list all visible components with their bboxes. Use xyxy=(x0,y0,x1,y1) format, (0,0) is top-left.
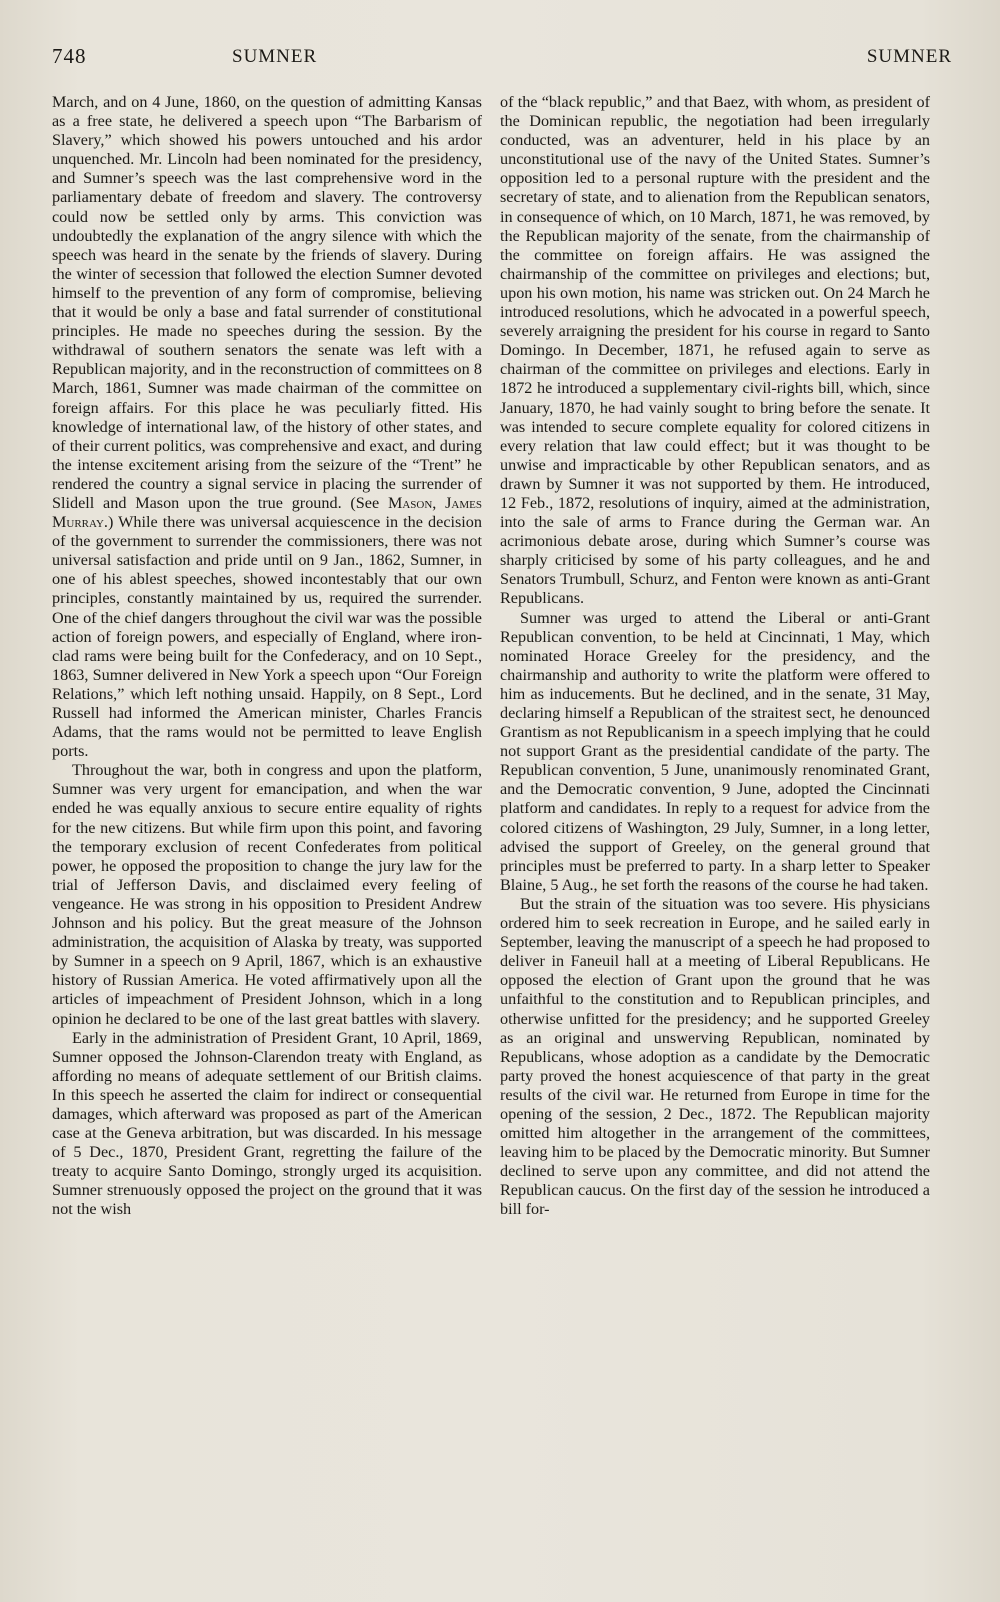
page-number: 748 xyxy=(52,44,87,68)
running-header xyxy=(52,44,952,74)
paragraph xyxy=(52,93,482,761)
paragraph: Early in the administration of President Grant, 10 April, 1869, Sumner opposed the Johnson-Clarendon treaty with England, as affording no means of adequate settlement of our British claims. In this speech he asserted the claim for indirect or consequential damages, which afterward was proposed as part of the American case at the Geneva arbitration, but was discarded. In his message of 5 Dec., 1870, President Grant, regretting the failure of the treaty to acquire Santo Domingo, strongly urged its acquisition. Sumner strenuously opposed the project on the ground that it was not the wish xyxy=(52,1028,482,1219)
right-column xyxy=(500,93,930,1220)
paragraph-text: ) While there was universal acquiescence in the decision of the government to surrender the commissioners, there was not universal satisfaction and pride until on 9 Jan., 1862, Sumner, in one of his ablest speeches, showed incontestably that our own principles, constantly maintained by us, required the surrender. One of the chief dangers throughout the civil war was the possible action of foreign powers, and especially of England, where iron-clad rams were being built for the Confederacy, and on 10 Sept., 1863, Sumner delivered in New York a speech upon “Our Foreign Relations,” which left nothing unsaid. Happily, on 8 Sept., Lord Russell had informed the American minister, Charles Francis Adams, that the rams would not be permitted to leave English ports. xyxy=(52,513,482,761)
cross-reference: Mason, James Murray. xyxy=(52,493,482,532)
paragraph: But the strain of the situation was too severe. His physicians ordered him to seek recreation in Europe, and he sailed early in September, leaving the manuscript of a speech he had proposed to deliver in Faneuil hall at a meeting of Liberal Republicans. He opposed the election of Grant upon the ground that he was unfaithful to the constitution and to Republican principles, and otherwise unfitted for the presidency; and he supported Greeley as an original and unswerving Republican, nominated by Republicans, whose adoption as a candidate by the Democratic party proved the honest acquiescence of that party in the great results of the civil war. He returned from Europe in time for the opening of the session, 2 Dec., 1872. The Republican majority omitted him altogether in the arrangement of the committees, leaving him to be placed by the Democratic minority. But Sumner declined to serve upon any committee, and did not attend the Republican caucus. On the first day of the session he introduced a bill for- xyxy=(500,894,930,1219)
right-running-head: SUMNER xyxy=(866,46,952,67)
paragraph: of the “black republic,” and that Baez, with whom, as president of the Dominican republic, the negotiation had been irregularly conducted, was an adventurer, held in his place by an unconstitutional use of the navy of the United States. Sumner’s opposition led to a personal rupture with the president and the secretary of state, and to alienation from the Republican senators, in consequence of which, on 10 March, 1871, he was removed, by the Republican majority of the senate, from the chairmanship of the committee on foreign affairs. He was assigned the chairmanship of the committee on privileges and elections; but, upon his own motion, his name was stricken out. On 24 March he introduced resolutions, which he advocated in a powerful speech, severely arraigning the president for his course in regard to Santo Domingo. In December, 1871, he refused again to serve as chairman of the committee on privileges and elections. Early in 1872 he introduced a supplementary civil-rights bill, which, since January, 1870, he had vainly sought to bring before the senate. It was intended to secure complete equality for colored citizens in every relation that law could effect; but it was thought to be unwise and impracticable by other Republican senators, and as drawn by Sumner it was not supported by them. He introduced, 12 Feb., 1872, resolutions of inquiry, aimed at the administration, into the sale of arms to France during the German war. An acrimonious debate arose, during which Sumner’s course was sharply criticised by some of his party colleagues, and he and Senators Trumbull, Schurz, and Fenton were known as anti-Grant Republicans. xyxy=(500,93,930,608)
paragraph: Sumner was urged to attend the Liberal or anti-Grant Republican convention, to be held at Cincinnati, 1 May, which nominated Horace Greeley for the presidency, and the chairmanship and authority to write the platform were offered to him as inducements. But he declined, and in the senate, 31 May, declaring himself a Republican of the straitest sect, he denounced Grantism as not Republicanism in a speech implying that he could not support Grant as the presidential candidate of the party. The Republican convention, 5 June, unanimously renominated Grant, and the Democratic convention, 9 June, adopted the Cincinnati platform and candidates. In reply to a request for advice from the colored citizens of Washington, 29 July, Sumner, in a long letter, advised the support of Greeley, on the general ground that principles must be preferred to party. In a sharp letter to Speaker Blaine, 5 Aug., he set forth the reasons of the course he had taken. xyxy=(500,608,930,894)
left-running-head: SUMNER xyxy=(232,46,318,67)
left-column xyxy=(52,93,482,1220)
paragraph-text: March, and on 4 June, 1860, on the question of admitting Kansas as a free state, he delivered a speech upon “The Barbarism of Slavery,” which showed his powers untouched and his ardor unquenched. Mr. Lincoln had been nominated for the presidency, and Sumner’s speech was the last comprehensive word in the parliamentary debate of freedom and slavery. The controversy could now be settled only by arms. This conviction was undoubtedly the explanation of the angry silence with which the speech was heard in the senate by the friends of slavery. During the winter of secession that followed the election Sumner devoted himself to the prevention of any form of compromise, believing that it would be only a base and fatal surrender of constitutional principles. He made no speeches during the session. By the withdrawal of southern senators the senate was left with a Republican majority, and in the reconstruction of committees on 8 March, 1861, Sumner was made chairman of the committee on foreign affairs. For this place he was peculiarly fitted. His knowledge of international law, of the history of other states, and of their current politics, was comprehensive and exact, and during the intense excitement arising from the seizure of the “Trent” he rendered the country a signal service in placing the surrender of Slidell and Mason upon the true ground. (See xyxy=(52,93,482,512)
paragraph: Throughout the war, both in congress and upon the platform, Sumner was very urgent for emancipation, and when the war ended he was equally anxious to secure entire equality of rights for the new citizens. But while firm upon this point, and favoring the temporary exclusion of recent Confederates from political power, he opposed the proposition to change the jury law for the trial of Jefferson Davis, and disclaimed every feeling of vengeance. He was strong in his opposition to President Andrew Johnson and his policy. But the great measure of the Johnson administration, the acquisition of Alaska by treaty, was supported by Sumner in a speech on 9 April, 1867, which is an exhaustive history of Russian America. He voted affirmatively upon all the articles of impeachment of President Johnson, which in a long opinion he declared to be one of the last great battles with slavery. xyxy=(52,761,482,1028)
